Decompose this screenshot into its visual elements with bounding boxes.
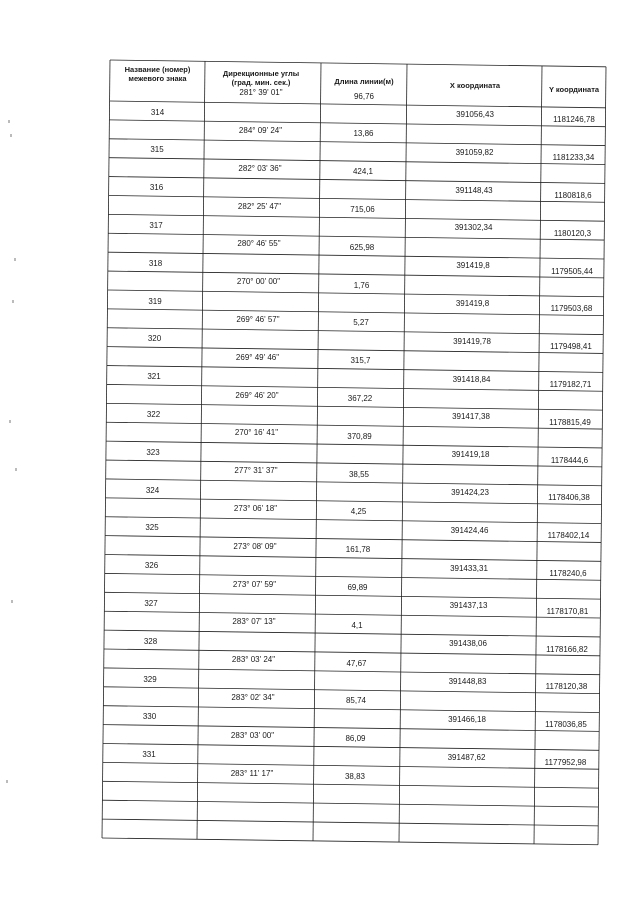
point-name: 330 <box>142 712 157 722</box>
table-row-line <box>105 536 601 543</box>
y-coordinate: 1178444,6 <box>550 455 589 465</box>
direction-angle: 281° 39' 01" <box>239 88 283 98</box>
header-name <box>110 66 205 83</box>
scan-speck <box>14 258 16 261</box>
line-length: 370,89 <box>347 431 372 441</box>
table-row-line <box>104 611 600 618</box>
header-name-line2: межевого знака <box>128 73 187 83</box>
direction-angle: 284° 09' 24" <box>238 125 283 135</box>
header-length: Длина линии(м) <box>334 77 394 86</box>
x-coordinate: 391437,13 <box>449 601 488 611</box>
x-coordinate: 391418,84 <box>452 374 491 384</box>
x-coordinate: 391466,18 <box>448 714 486 724</box>
direction-angle: 273° 06' 18" <box>233 503 278 513</box>
table-row-line <box>106 498 602 505</box>
line-length: 1,76 <box>353 280 370 290</box>
y-coordinate: 1181233,34 <box>552 153 595 163</box>
scan-speck <box>6 780 8 783</box>
x-coordinate: 391433,31 <box>450 563 488 573</box>
x-coordinate: 391148,43 <box>455 185 493 195</box>
header-x: X координата <box>449 81 501 90</box>
line-length: 424,1 <box>352 167 374 177</box>
point-name: 322 <box>146 409 161 419</box>
point-name: 325 <box>145 523 159 533</box>
scan-speck <box>10 134 12 137</box>
table-row-line <box>108 233 604 240</box>
x-coordinate: 391424,46 <box>450 525 489 535</box>
direction-angle: 270° 16' 41" <box>234 428 279 438</box>
direction-angle: 280° 46' 55" <box>237 239 281 249</box>
y-coordinate: 1179503,68 <box>550 304 593 314</box>
direction-angle: 283° 03' 24" <box>231 655 276 665</box>
x-coordinate: 391419,78 <box>453 336 491 346</box>
point-name: 315 <box>150 145 164 155</box>
point-name: 331 <box>142 750 156 760</box>
y-coordinate: 1178120,38 <box>545 682 588 692</box>
scan-speck <box>11 600 13 603</box>
point-name: 321 <box>147 372 161 382</box>
point-name: 328 <box>143 636 158 646</box>
y-coordinate: 1178815,49 <box>549 417 591 427</box>
y-coordinate: 1180120,3 <box>553 228 592 238</box>
table-row-line <box>102 819 598 826</box>
point-name: 329 <box>143 674 157 684</box>
line-length: 38,83 <box>344 771 366 781</box>
point-name: 318 <box>148 258 163 268</box>
line-length: 4,1 <box>351 620 363 630</box>
direction-angle: 273° 07' 59" <box>232 579 277 589</box>
header-angle-line1: Дирекционные углы <box>222 69 300 78</box>
direction-angle: 282° 25' 47" <box>237 201 282 211</box>
direction-angle: 270° 00' 00" <box>236 277 281 287</box>
direction-angle: 283° 11' 17" <box>230 768 274 778</box>
y-coordinate: 1180818,6 <box>554 190 592 200</box>
direction-angle: 269° 46' 57" <box>236 314 280 324</box>
x-coordinate: 391059,82 <box>455 147 494 157</box>
x-coordinate: 391417,38 <box>452 412 490 422</box>
table-row-line <box>104 649 600 656</box>
y-coordinate: 1178036,85 <box>545 720 587 730</box>
direction-angle: 269° 49' 46" <box>235 352 280 362</box>
point-name: 324 <box>145 485 160 495</box>
point-name: 316 <box>149 183 164 193</box>
x-coordinate: 391424,23 <box>451 487 489 497</box>
table-row-line <box>109 158 605 165</box>
y-coordinate: 1179498,41 <box>550 342 592 352</box>
y-coordinate: 1177952,98 <box>544 757 587 767</box>
y-coordinate: 1179505,44 <box>551 266 593 276</box>
line-length: 4,25 <box>350 507 367 517</box>
y-coordinate: 1178240,6 <box>549 568 587 578</box>
scan-speck <box>9 420 11 423</box>
table-row-line <box>103 762 599 769</box>
y-coordinate: 1178406,38 <box>548 493 590 503</box>
x-coordinate: 391487,62 <box>447 752 486 762</box>
table-row-line <box>106 422 602 429</box>
line-length: 47,67 <box>346 658 367 668</box>
direction-angle: 269° 46' 20" <box>235 390 279 400</box>
y-coordinate: 1181246,78 <box>553 115 595 125</box>
direction-angle: 277° 31' 37" <box>234 466 278 476</box>
header-angle-line2: (град. мин. сек.) <box>231 77 291 87</box>
scan-speck <box>8 120 10 123</box>
point-name: 317 <box>149 220 163 230</box>
y-coordinate: 1178402,14 <box>547 531 590 541</box>
line-length: 315,7 <box>350 356 371 366</box>
point-name: 319 <box>148 296 162 306</box>
line-length: 69,89 <box>347 582 368 592</box>
table-row-line <box>110 120 606 127</box>
line-length: 85,74 <box>345 696 367 706</box>
header-name-line1: Название (номер) <box>124 65 191 74</box>
point-name: 327 <box>144 598 158 608</box>
direction-angle: 283° 03' 00" <box>230 730 275 740</box>
line-length: 96,76 <box>353 91 375 101</box>
line-length: 13,86 <box>353 129 374 139</box>
x-coordinate: 391419,8 <box>455 298 490 308</box>
x-coordinate: 391438,06 <box>449 639 487 649</box>
point-name: 323 <box>146 447 160 457</box>
line-length: 367,22 <box>347 393 373 403</box>
x-coordinate: 391419,8 <box>456 261 490 271</box>
table-row-line <box>108 309 604 316</box>
header-angle <box>205 70 317 87</box>
table-row-line <box>107 347 603 354</box>
y-coordinate: 1178170,81 <box>546 606 589 616</box>
table-row-line <box>106 460 602 467</box>
line-length: 625,98 <box>349 242 375 252</box>
x-coordinate: 391419,18 <box>451 450 490 460</box>
direction-angle: 282° 03' 36" <box>238 163 282 173</box>
direction-angle: 283° 02' 34" <box>231 692 275 702</box>
point-name: 320 <box>147 334 162 344</box>
line-length: 86,09 <box>345 734 366 744</box>
table-row-line <box>104 687 600 694</box>
y-coordinate: 1178166,82 <box>546 644 588 654</box>
table-row-line <box>103 781 599 788</box>
point-name: 314 <box>150 107 165 117</box>
line-length: 38,55 <box>348 469 370 479</box>
x-coordinate: 391302,34 <box>454 223 493 233</box>
scan-speck <box>12 300 14 303</box>
y-coordinate: 1179182,71 <box>549 379 592 389</box>
table-row-line <box>105 573 601 580</box>
table-row-line <box>103 725 599 732</box>
table-row-line <box>109 195 605 202</box>
table-row-line <box>108 271 604 278</box>
header-y: Y координата <box>548 85 600 94</box>
table-row-line <box>102 838 598 845</box>
scan-speck <box>15 468 17 471</box>
line-length: 161,78 <box>345 545 371 555</box>
direction-angle: 283° 07' 13" <box>232 617 276 627</box>
table-row-line <box>102 800 598 807</box>
x-coordinate: 391448,83 <box>448 676 487 686</box>
line-length: 715,06 <box>350 204 375 214</box>
line-length: 5,27 <box>353 318 369 328</box>
direction-angle: 273° 08' 09" <box>233 541 277 551</box>
x-coordinate: 391056,43 <box>456 109 494 119</box>
table-row-line <box>107 384 603 391</box>
point-name: 326 <box>144 561 159 571</box>
